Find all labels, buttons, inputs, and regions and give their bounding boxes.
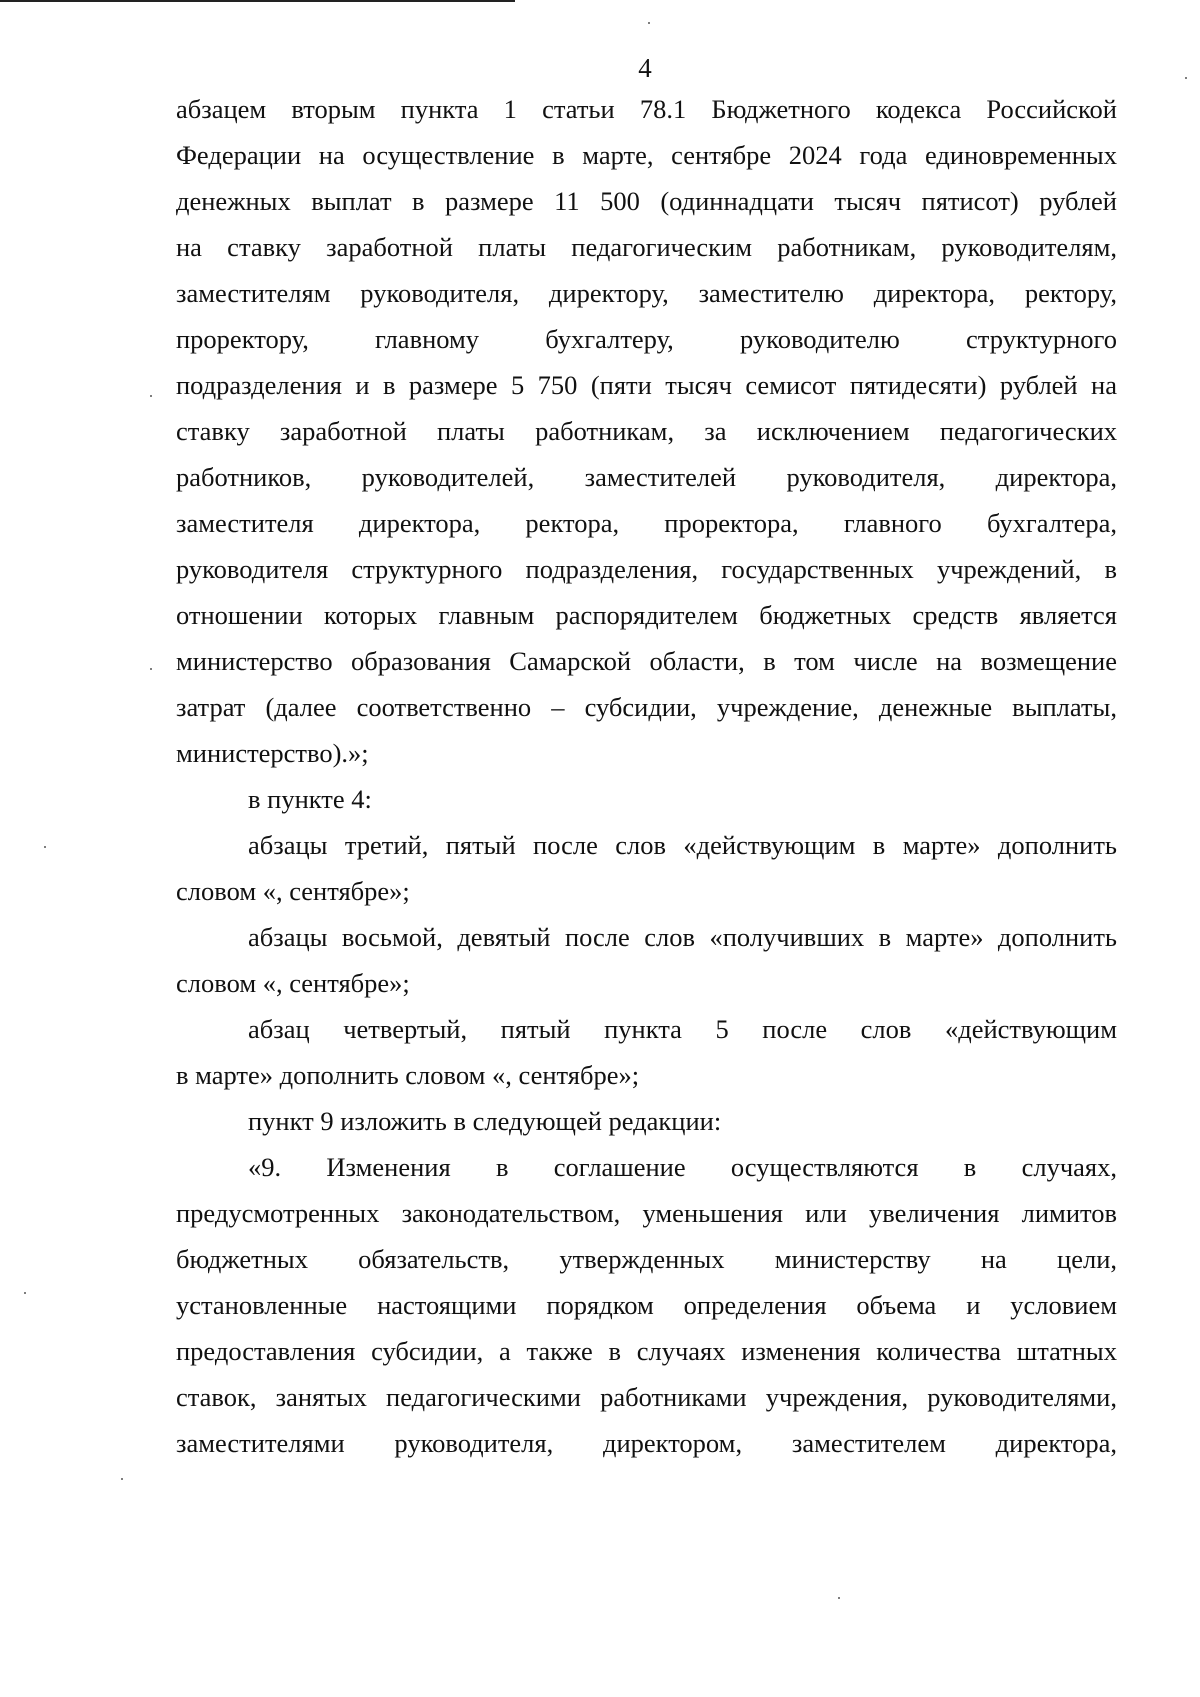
text-line: отношении которых главным распорядителем бюджетных средств является [176,600,1117,630]
scan-speck [121,1478,123,1480]
text-line: затрат (далее соответственно – субсидии, учреждение, денежные выплаты, [176,692,1117,722]
paragraph-first-line: в пункте 4: [248,784,372,814]
text-line: заместителя директора, ректора, проректора, главного бухгалтера, [176,508,1117,538]
text-line: ставок, занятых педагогическими работниками учреждения, руководителями, [176,1382,1117,1412]
scan-speck [648,22,650,24]
paragraph-first-line: пункт 9 изложить в следующей редакции: [248,1106,722,1136]
text-line: министерство образования Самарской области, в том числе на возмещение [176,646,1117,676]
paragraph-first-line: абзацы третий, пятый после слов «действующим в марте» дополнить [248,830,1117,860]
text-line: на ставку заработной платы педагогическим работникам, руководителям, [176,232,1117,262]
text-line: предоставления субсидии, а также в случаях изменения количества штатных [176,1336,1117,1366]
scan-speck [838,1597,840,1599]
scan-speck [150,395,152,397]
scan-speck [150,668,152,670]
scan-speck [24,1292,26,1294]
paragraph-first-line: абзацы восьмой, девятый после слов «получивших в марте» дополнить [248,922,1117,952]
text-line: предусмотренных законодательством, уменьшения или увеличения лимитов [176,1198,1117,1228]
text-line: работников, руководителей, заместителей руководителя, директора, [176,462,1117,492]
text-line: заместителям руководителя, директору, заместителю директора, ректору, [176,278,1117,308]
text-line: проректору, главному бухгалтеру, руководителю структурного [176,324,1117,354]
text-line: в марте» дополнить словом «, сентябре»; [176,1060,640,1090]
text-line: Федерации на осуществление в марте, сентябре 2024 года единовременных [176,140,1117,170]
text-line: денежных выплат в размере 11 500 (одиннадцати тысяч пятисот) рублей [176,186,1117,216]
top-border-line [0,0,515,2]
text-line: ставку заработной платы работникам, за исключением педагогических [176,416,1117,446]
scan-speck [44,846,46,848]
text-line: абзацем вторым пункта 1 статьи 78.1 Бюджетного кодекса Российской [176,94,1117,124]
text-line: подразделения и в размере 5 750 (пяти тысяч семисот пятидесяти) рублей на [176,370,1117,400]
text-line: установленные настоящими порядком определения объема и условием [176,1290,1117,1320]
text-line: министерство).»; [176,738,369,768]
page-number: 4 [638,53,652,83]
paragraph-first-line: абзац четвертый, пятый пункта 5 после слов «действующим [248,1014,1117,1044]
text-line: словом «, сентябре»; [176,876,410,906]
text-line: руководителя структурного подразделения, государственных учреждений, в [176,554,1117,584]
paragraph-first-line: «9. Изменения в соглашение осуществляются в случаях, [248,1152,1117,1182]
text-line: словом «, сентябре»; [176,968,410,998]
scan-speck [1185,77,1187,79]
text-line: бюджетных обязательств, утвержденных министерству на цели, [176,1244,1117,1274]
text-line: заместителями руководителя, директором, заместителем директора, [176,1428,1117,1458]
